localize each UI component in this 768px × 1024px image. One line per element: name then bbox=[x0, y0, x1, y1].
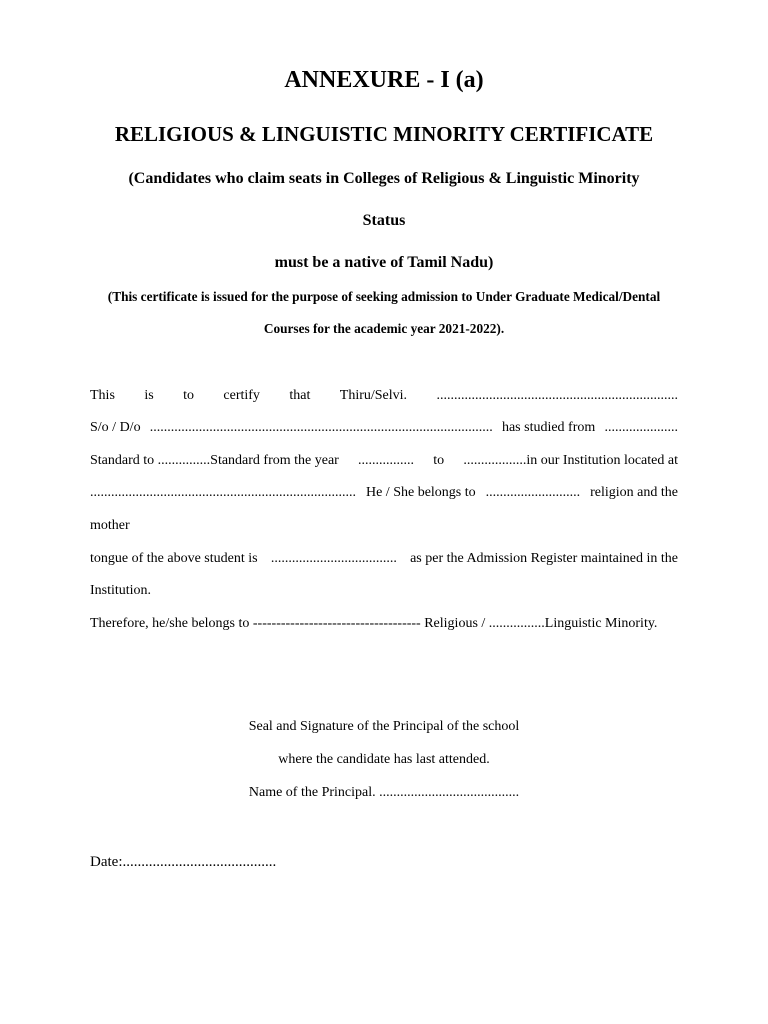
signature-line-1: Seal and Signature of the Principal of the school bbox=[248, 719, 520, 734]
mother-tongue-blank: .................................... bbox=[270, 551, 397, 566]
studied-blank: ..................... bbox=[604, 420, 678, 435]
register-text: as per the Admission Register maintained in the bbox=[410, 551, 678, 566]
studied-label: has studied from bbox=[501, 420, 596, 435]
standard-range: Standard to ...............Standard from the year bbox=[90, 453, 339, 468]
body-line-6 bbox=[90, 549, 678, 569]
name-blank: ..................................................................... bbox=[436, 388, 678, 403]
to-label: to bbox=[433, 453, 445, 468]
religion-blank: ........................... bbox=[485, 485, 581, 500]
subtitle-line-1: (Candidates who claim seats in Colleges of Religious & Linguistic Minority bbox=[128, 170, 640, 187]
year-blank: ................ bbox=[358, 453, 415, 468]
word: Thiru/Selvi. bbox=[339, 388, 408, 403]
body-line-4 bbox=[90, 483, 678, 503]
belongs-label: He / She belongs to bbox=[365, 485, 476, 500]
body-line-7: Institution. bbox=[90, 583, 152, 598]
body-line-8: Therefore, he/she belongs to ------------------------------------ Religious / ................Linguistic Minority. bbox=[90, 616, 658, 631]
body-line-2 bbox=[90, 418, 678, 438]
signature-line-2: where the candidate has last attended. bbox=[278, 752, 490, 767]
body-line-5: mother bbox=[90, 518, 130, 533]
word: certify bbox=[223, 388, 260, 403]
word: is bbox=[144, 388, 154, 403]
mother-tongue-label: tongue of the above student is bbox=[90, 551, 258, 566]
body-line-1 bbox=[90, 386, 678, 406]
religion-label: religion and the bbox=[590, 485, 678, 500]
purpose-note-line-2: Courses for the academic year 2021-2022). bbox=[263, 321, 505, 336]
parent-name-blank: .................................................................................................. bbox=[149, 420, 493, 435]
word: that bbox=[289, 388, 311, 403]
word: to bbox=[183, 388, 194, 403]
subtitle-line-2: Status bbox=[362, 212, 406, 229]
institution-location: ..................in our Institution located at bbox=[463, 453, 678, 468]
body-line-3 bbox=[90, 451, 678, 471]
principal-name-line: Name of the Principal. ........................................ bbox=[248, 785, 520, 800]
date-field: Date:......................................... bbox=[90, 854, 277, 870]
purpose-note-line-1: (This certificate is issued for the purpose of seeking admission to Under Graduate Medical/Dental bbox=[107, 289, 661, 304]
subtitle-line-3: must be a native of Tamil Nadu) bbox=[274, 254, 494, 271]
parent-label: S/o / D/o bbox=[90, 420, 141, 435]
word: This bbox=[90, 388, 115, 403]
location-blank: ............................................................................ bbox=[90, 485, 356, 500]
certificate-title: RELIGIOUS & LINGUISTIC MINORITY CERTIFICATE bbox=[114, 122, 654, 146]
annexure-heading: ANNEXURE - I (a) bbox=[284, 67, 484, 93]
